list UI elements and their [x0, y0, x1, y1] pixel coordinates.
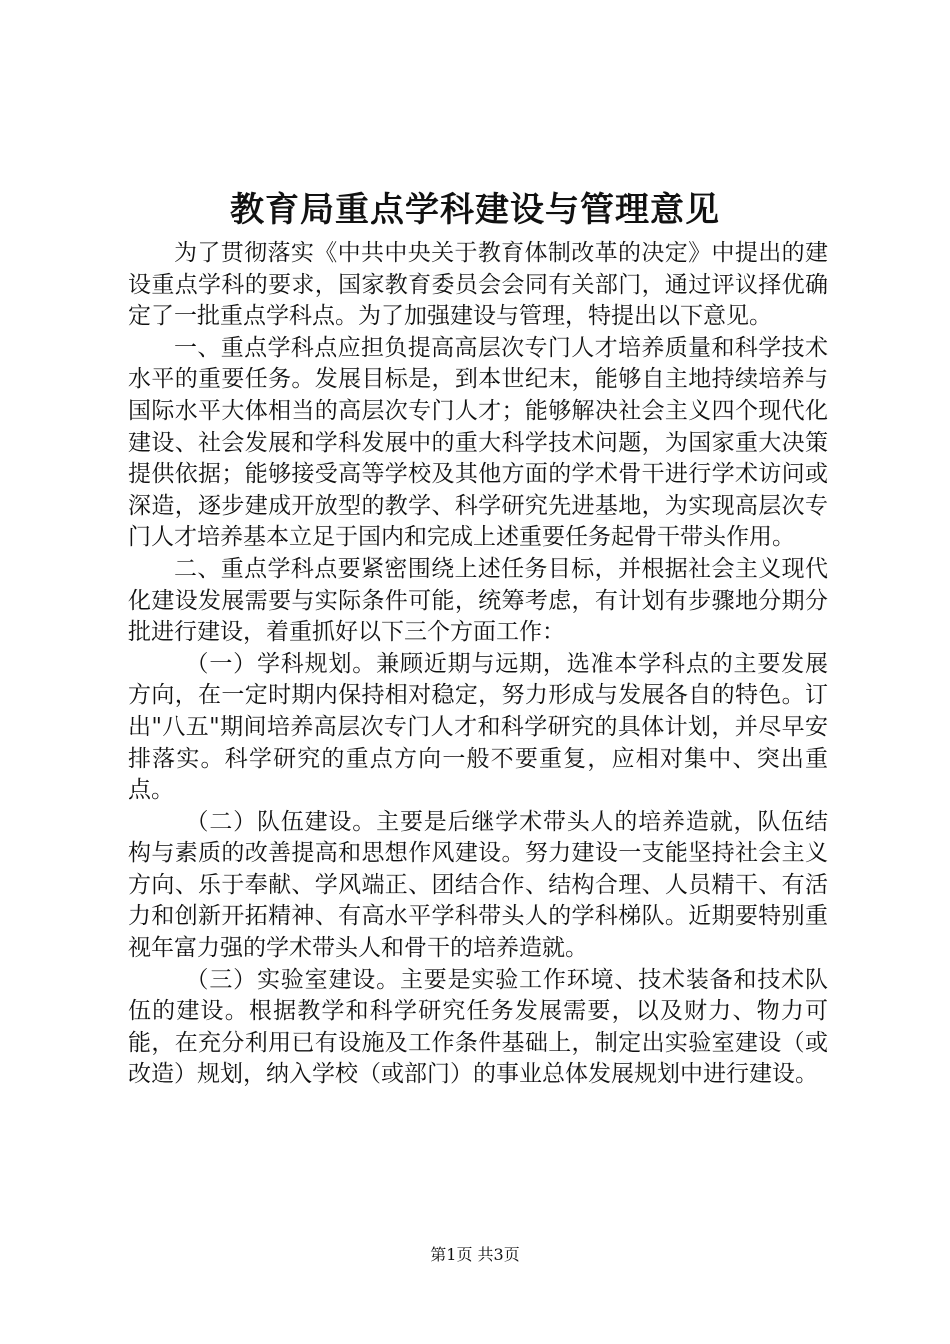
document-title: 教育局重点学科建设与管理意见 [230, 190, 720, 230]
paragraph-subsection-2: （二）队伍建设。主要是后继学术带头人的培养造就，队伍结构与素质的改善提高和思想作风建设。努力建设一支能坚持社会主义方向、乐于奉献、学风端正、团结合作、结构合理、人员精干、有活力和创新开拓精神、有高水平学科带头人的学科梯队。近期要特别重视年富力强的学术带头人和骨干的培养造就。 [128, 808, 828, 962]
paragraph-subsection-1: （一）学科规划。兼顾近期与远期，选准本学科点的主要发展方向，在一定时期内保持相对稳定，努力形成与发展各自的特色。订出"八五"期间培养高层次专门人才和科学研究的具体计划，并尽早安排落实。科学研究的重点方向一般不要重复，应相对集中、突出重点。 [128, 650, 828, 804]
document-body [128, 238, 828, 1091]
paragraph-section-2: 二、重点学科点要紧密围绕上述任务目标，并根据社会主义现代化建设发展需要与实际条件可能，统筹考虑，有计划有步骤地分期分批进行建设，着重抓好以下三个方面工作： [128, 555, 828, 646]
paragraph-intro: 为了贯彻落实《中共中央关于教育体制改革的决定》中提出的建设重点学科的要求，国家教育委员会会同有关部门，通过评议择优确定了一批重点学科点。为了加强建设与管理，特提出以下意见。 [128, 240, 828, 330]
paragraph-section-1: 一、重点学科点应担负提高高层次专门人才培养质量和科学技术水平的重要任务。发展目标是，到本世纪末，能够自主地持续培养与国际水平大体相当的高层次专门人才；能够解决社会主义四个现代化建设、社会发展和学科发展中的重大科学技术问题，为国家重大决策提供依据；能够接受高等学校及其他方面的学术骨干进行学术访问或深造，逐步建成开放型的教学、科学研究先进基地，为实现高层次专门人才培养基本立足于国内和完成上述重要任务起骨干带头作用。 [128, 334, 828, 551]
paragraph-subsection-3: （三）实验室建设。主要是实验工作环境、技术装备和技术队伍的建设。根据教学和科学研究任务发展需要，以及财力、物力可能，在充分利用已有设施及工作条件基础上，制定出实验室建设（或改造）规划，纳入学校（或部门）的事业总体发展规划中进行建设。 [128, 966, 828, 1088]
page-number-footer: 第1页 共3页 [430, 1245, 520, 1264]
